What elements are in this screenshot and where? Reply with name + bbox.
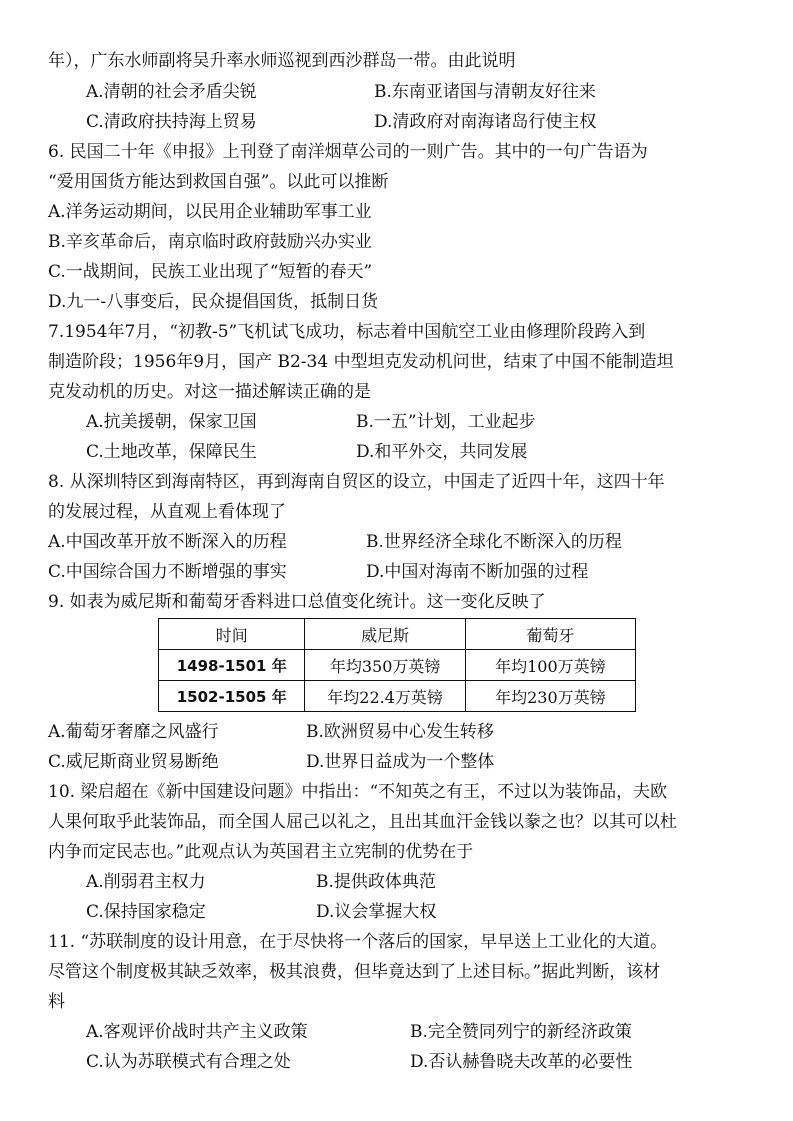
q7-option-c: C.土地改革，保障民生	[86, 442, 257, 462]
q10-option-c: C.保持国家稳定	[86, 902, 206, 922]
q6-stem-line2: “爱用国货方能达到救国自强”。以此可以推断	[48, 172, 389, 192]
q11-option-a: A.客观评价战时共产主义政策	[86, 1022, 308, 1042]
q10-stem-line1: 10. 梁启超在《新中国建设问题》中指出：“不知英之有王，不过以为装饰品，夫欧	[48, 782, 668, 802]
q7-option-d: D.和平外交，共同发展	[356, 442, 528, 462]
q6-option-c: C.一战期间，民族工业出现了“短暂的春天”	[48, 262, 373, 282]
table-row	[159, 650, 636, 681]
table-cell-portugal: 年均230万英镑	[465, 681, 635, 712]
q5-option-d: D.清政府对南海诸岛行使主权	[374, 112, 597, 132]
q8-stem-line2: 的发展过程，从直观上看体现了	[48, 502, 286, 522]
table-header-time: 时间	[159, 619, 305, 650]
table-cell-venice: 年均22.4万英镑	[305, 681, 465, 712]
table-cell-period: 1502-1505 年	[159, 681, 305, 712]
q11-stem-line2: 尽管这个制度极其缺乏效率，极其浪费，但毕竟达到了上述目标。”据此判断，该材	[48, 962, 661, 982]
q9-option-d: D.世界日益成为一个整体	[306, 752, 495, 772]
table-header-venice: 威尼斯	[305, 619, 465, 650]
table-cell-venice: 年均350万英镑	[305, 650, 465, 681]
q5-option-a: A.清朝的社会矛盾尖锐	[86, 82, 257, 102]
table-header-row	[159, 619, 636, 650]
q10-stem-line2: 人果何取乎此装饰品，而全国人屈己以礼之，且出其血汗金钱以豢之也？以其可以杜	[48, 812, 677, 832]
q7-stem-line1: 7.1954年7月，“初教-5”飞机试飞成功，标志着中国航空工业由修理阶段跨入到	[48, 322, 646, 342]
q11-stem-line1: 11. “苏联制度的设计用意，在于尽快将一个落后的国家，早早送上工业化的大道。	[48, 932, 668, 952]
q10-option-a: A.削弱君主权力	[86, 872, 206, 892]
q9-stem: 9. 如表为威尼斯和葡萄牙香料进口总值变化统计。这一变化反映了	[48, 592, 546, 612]
table-header-portugal: 葡萄牙	[465, 619, 635, 650]
q9-option-c: C.威尼斯商业贸易断绝	[48, 752, 219, 772]
q6-stem-line1: 6. 民国二十年《申报》上刊登了南洋烟草公司的一则广告。其中的一句广告语为	[48, 142, 648, 162]
q11-stem-line3: 料	[48, 992, 65, 1012]
q5-option-b: B.东南亚诸国与清朝友好往来	[374, 82, 596, 102]
q6-option-d: D.九一-八事变后，民众提倡国货，抵制日货	[48, 292, 379, 312]
q7-stem-line2: 制造阶段；1956年9月，国产 B2-34 中型坦克发动机问世，结束了中国不能制造坦	[48, 352, 674, 372]
q5-stem-tail: 年），广东水师副将吴升率水师巡视到西沙群岛一带。由此说明	[48, 51, 516, 71]
q9-option-b: B.欧洲贸易中心发生转移	[306, 722, 494, 742]
q10-option-b: B.提供政体典范	[316, 872, 436, 892]
q10-option-d: D.议会掌握大权	[316, 902, 437, 922]
q9-data-table	[158, 618, 636, 712]
table-cell-period: 1498-1501 年	[159, 650, 305, 681]
q6-option-b: B.辛亥革命后，南京临时政府鼓励兴办实业	[48, 232, 372, 252]
q5-option-c: C.清政府扶持海上贸易	[86, 112, 257, 132]
table-cell-portugal: 年均100万英镑	[465, 650, 635, 681]
q8-option-d: D.中国对海南不断加强的过程	[366, 562, 589, 582]
q7-option-b: B.一五”计划，工业起步	[356, 412, 536, 432]
table-row	[159, 681, 636, 712]
q6-option-a: A.洋务运动期间，以民用企业辅助军事工业	[48, 202, 372, 222]
q7-stem-line3: 克发动机的历史。对这一描述解读正确的是	[48, 382, 371, 402]
q10-stem-line3: 内争而定民志也。”此观点认为英国君主立宪制的优势在于	[48, 842, 474, 862]
q7-option-a: A.抗美援朝，保家卫国	[86, 412, 257, 432]
q8-stem-line1: 8. 从深圳特区到海南特区，再到海南自贸区的设立，中国走了近四十年，这四十年	[48, 472, 665, 492]
q11-option-c: C.认为苏联模式有合理之处	[86, 1052, 291, 1072]
q9-option-a: A.葡萄牙奢靡之风盛行	[48, 722, 219, 742]
q8-option-c: C.中国综合国力不断增强的事实	[48, 562, 287, 582]
q11-option-d: D.否认赫鲁晓夫改革的必要性	[410, 1052, 633, 1072]
q11-option-b: B.完全赞同列宁的新经济政策	[410, 1022, 632, 1042]
q8-option-a: A.中国改革开放不断深入的历程	[48, 532, 287, 552]
q8-option-b: B.世界经济全球化不断深入的历程	[366, 532, 622, 552]
